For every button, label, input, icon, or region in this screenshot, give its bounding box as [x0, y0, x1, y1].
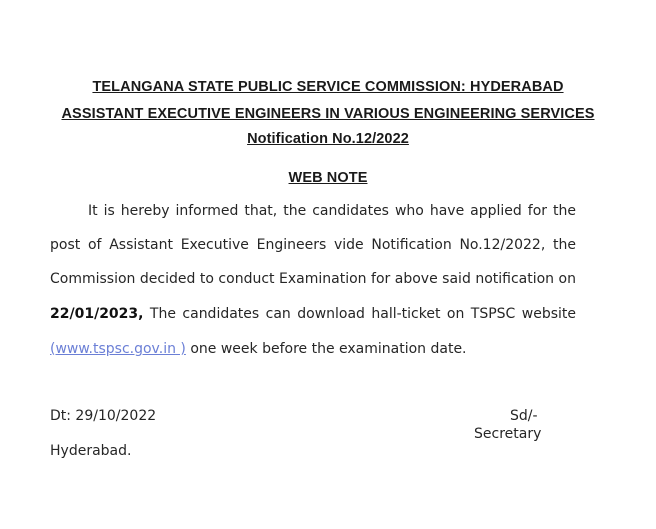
web-note-title: WEB NOTE — [288, 170, 368, 186]
document-date: Dt: 29/10/2022 — [50, 408, 157, 424]
header-post-title: ASSISTANT EXECUTIVE ENGINEERS IN VARIOUS ENGINEERING SERVICES — [61, 106, 595, 122]
body-line-3: Commission decided to conduct Examination for above said notification on — [50, 271, 576, 287]
body-line-5-text: one week before the examination date. — [185, 341, 467, 357]
signature-mark: Sd/- — [510, 408, 538, 424]
link-close-paren: ) — [175, 341, 186, 357]
signatory-designation: Secretary — [474, 426, 542, 442]
body-line-5 — [50, 341, 576, 357]
link-open-paren: ( — [50, 341, 56, 357]
header-notification-number: Notification No.12/2022 — [247, 131, 409, 147]
document-place: Hyderabad. — [50, 443, 132, 459]
body-line-2: post of Assistant Executive Engineers vide Notification No.12/2022, the — [50, 237, 576, 253]
body-line-1: It is hereby informed that, the candidates who have applied for the — [88, 203, 576, 219]
body-line-4 — [50, 306, 576, 322]
body-line-4-text: The candidates can download hall-ticket on TSPSC website — [143, 306, 576, 322]
exam-date: 22/01/2023, — [50, 306, 144, 322]
header-commission-title: TELANGANA STATE PUBLIC SERVICE COMMISSION: HYDERABAD — [92, 79, 564, 95]
website-link[interactable]: www.tspsc.gov.in — [55, 341, 176, 357]
